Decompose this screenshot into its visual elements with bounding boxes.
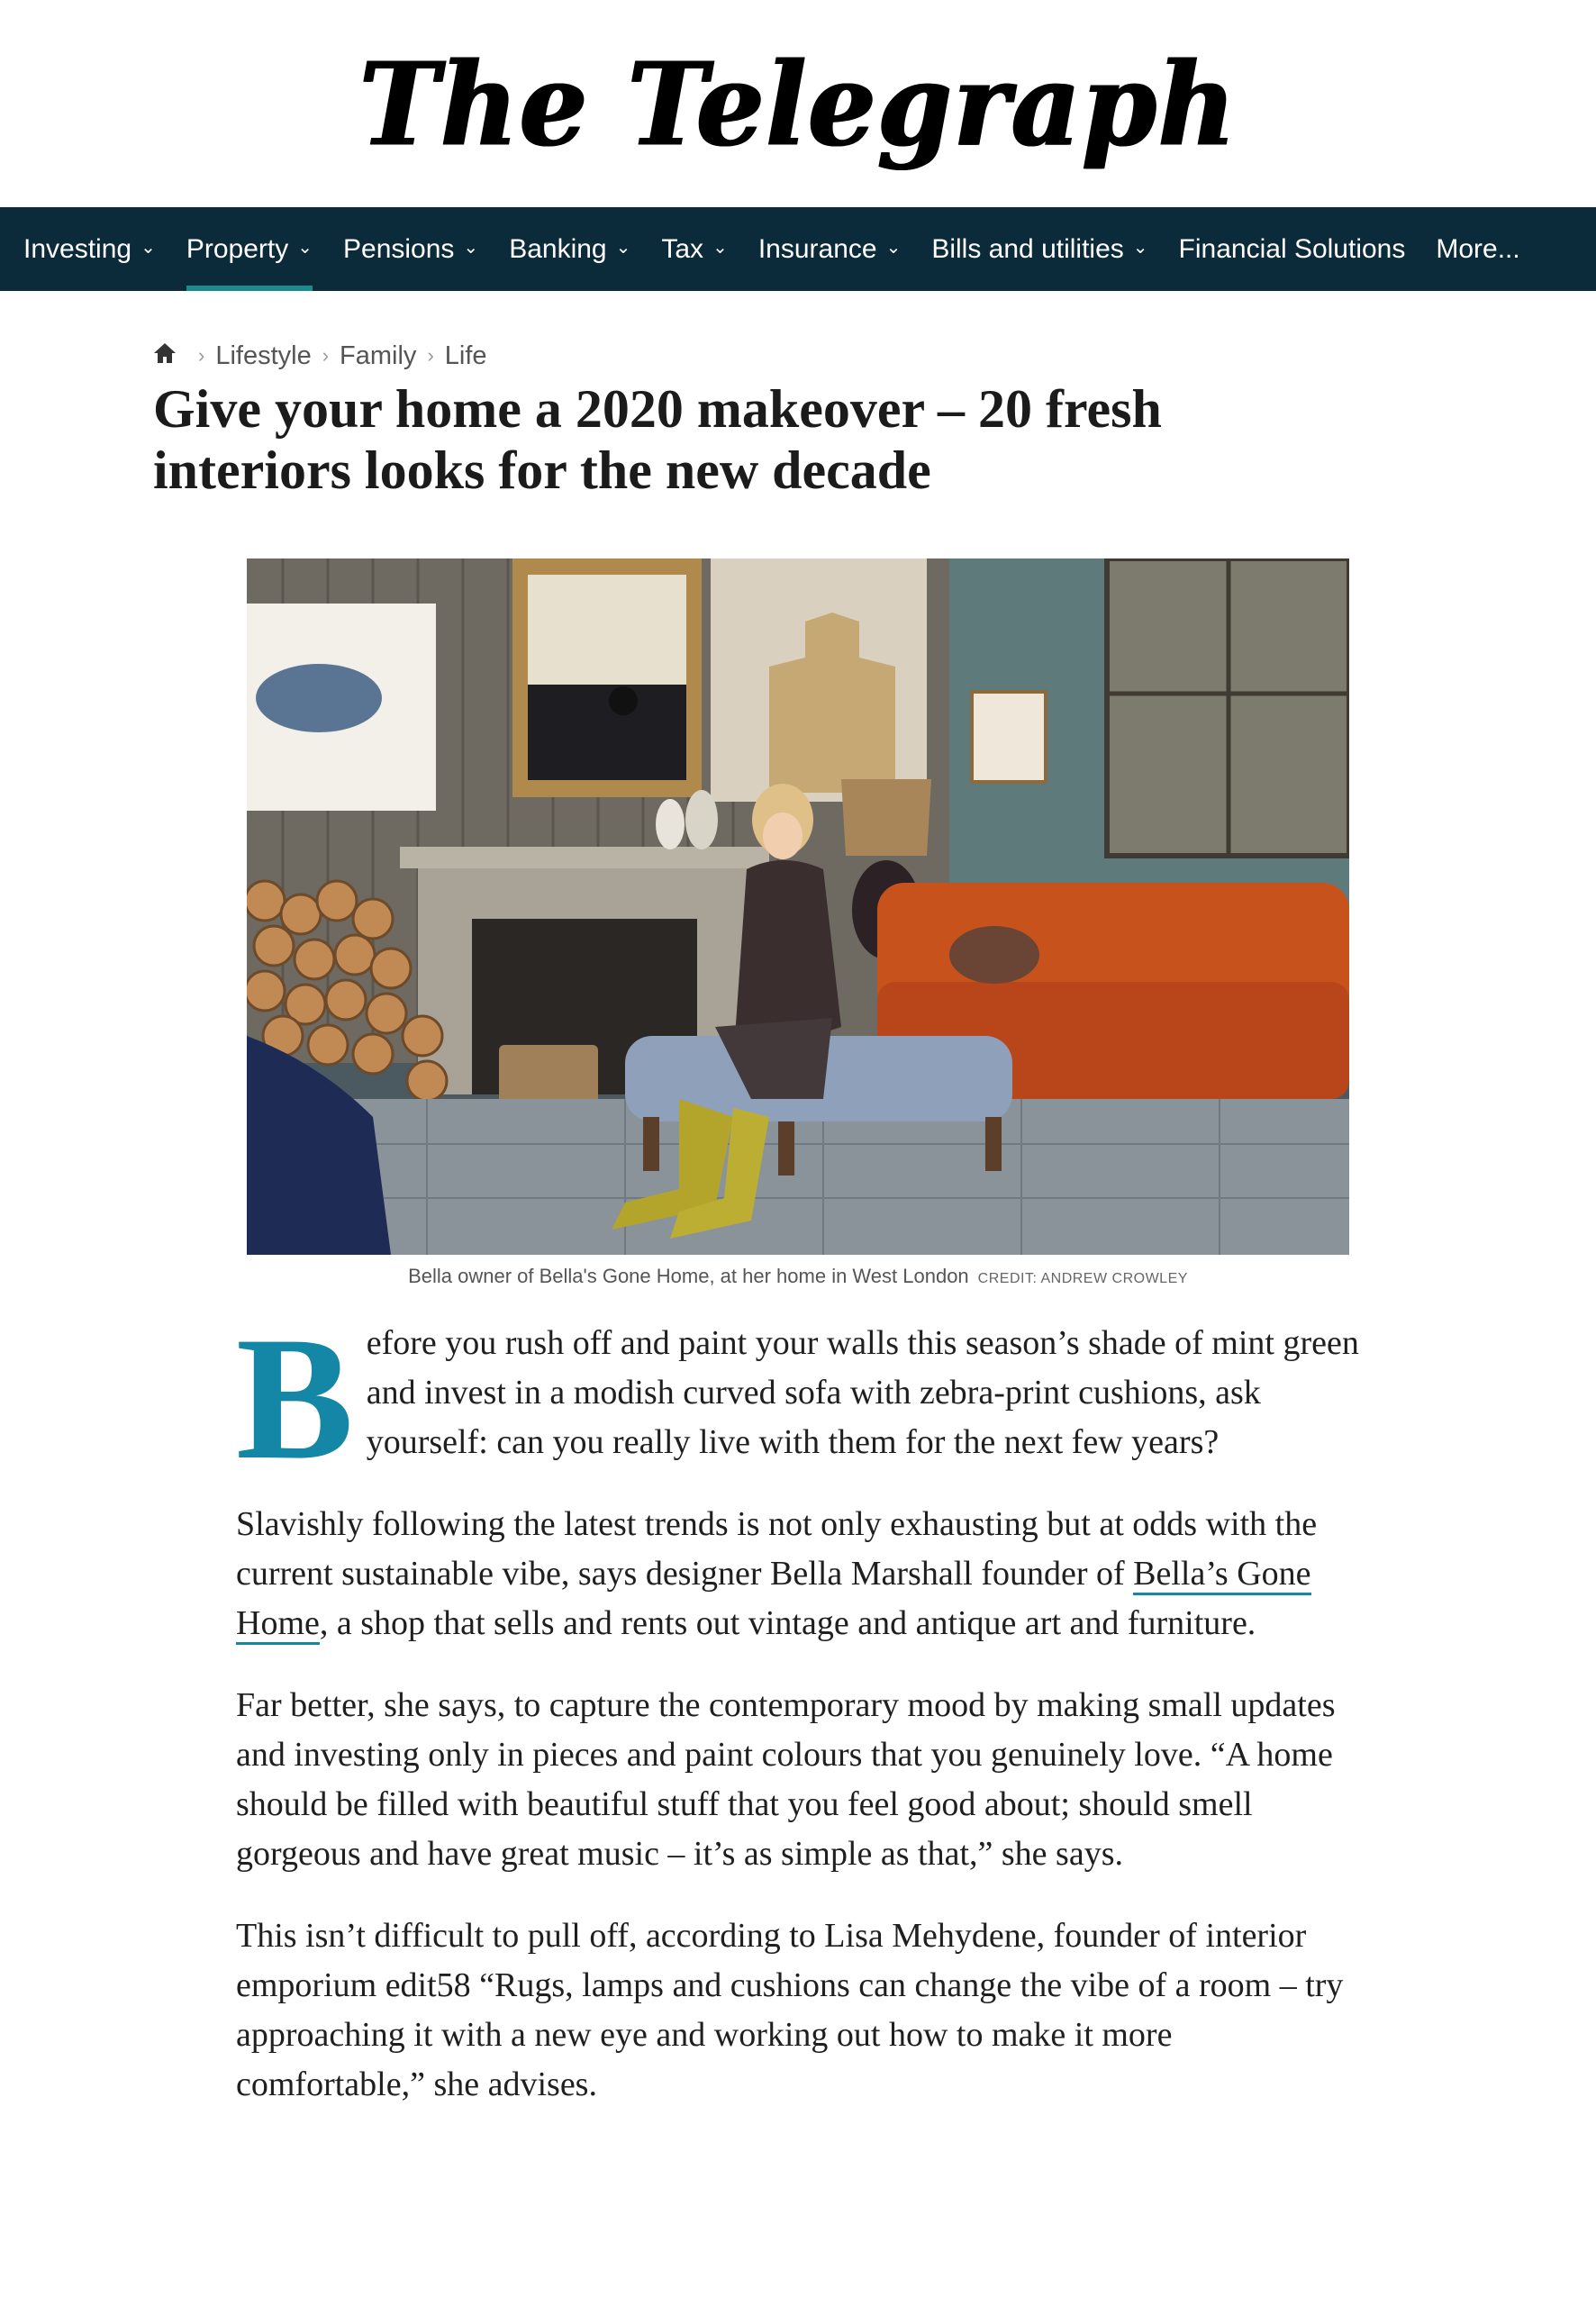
nav-item-property[interactable] (186, 207, 313, 291)
telegraph-logo[interactable]: The Telegraph (358, 35, 1238, 172)
breadcrumb-link-lifestyle[interactable]: Lifestyle (215, 340, 312, 370)
nav-item-label: Pensions (343, 233, 455, 264)
nav-item-pensions[interactable] (343, 207, 478, 291)
chevron-down-icon: ⌄ (463, 238, 479, 258)
breadcrumb-separator: › (427, 344, 434, 367)
nav-item-label: Bills and utilities (931, 233, 1124, 264)
nav-item-label: Property (186, 233, 289, 264)
nav-item-label: More... (1436, 233, 1520, 264)
home-icon[interactable] (153, 340, 177, 371)
image-credit: CREDIT: ANDREW CROWLEY (977, 1271, 1188, 1286)
image-caption (247, 1265, 1349, 1288)
chevron-down-icon: ⌄ (297, 238, 313, 258)
caption-text: Bella owner of Bella's Gone Home, at her home in West London (408, 1265, 969, 1287)
breadcrumb-separator: › (198, 344, 205, 367)
article-paragraph: Far better, she says, to capture the contemporary mood by making small updates and investing only in pieces and paint colours that you genuinely love. “A home should be filled with beautiful stuff that you feel good about; should smell gorgeous and have great music – it’s as simple as that,” she says. (236, 1686, 1336, 1873)
nav-item-tax[interactable] (661, 207, 727, 291)
nav-item-more[interactable] (1436, 207, 1519, 291)
article-paragraph (236, 1301, 1364, 1496)
living-room-photo (247, 558, 1349, 1255)
breadcrumb-link-life[interactable]: Life (444, 340, 487, 370)
nav-item-label: Banking (509, 233, 607, 264)
chevron-down-icon: ⌄ (615, 238, 631, 258)
chevron-down-icon: ⌄ (141, 238, 156, 258)
article-paragraph (236, 1500, 1364, 1648)
masthead (0, 0, 1596, 207)
nav-item-investing[interactable] (23, 207, 156, 291)
breadcrumb-separator: › (322, 344, 330, 367)
drop-cap: B (236, 1301, 354, 1496)
article-body (236, 1301, 1364, 2142)
nav-item-bills-and-utilities[interactable] (931, 207, 1147, 291)
nav-item-banking[interactable] (509, 207, 630, 291)
nav-item-insurance[interactable] (758, 207, 902, 291)
main-nav (0, 207, 1596, 291)
paragraph-text: , a shop that sells and rents out vintage and antique art and furniture. (319, 1604, 1256, 1642)
article-paragraph: This isn’t difficult to pull off, according to Lisa Mehydene, founder of interior emporium edit58 “Rugs, lamps and cushions can change the vibe of a room – try approaching it with a new eye and working out how to make it more comfortable,” she advises. (236, 1917, 1344, 2103)
nav-item-financial-solutions[interactable] (1179, 207, 1406, 291)
chevron-down-icon: ⌄ (1132, 238, 1148, 258)
paragraph-text: Slavishly following the latest trends is not only exhausting but at odds with the current sustainable vibe, says designer Bella Marshall founder of (236, 1505, 1318, 1593)
nav-item-label: Tax (661, 233, 704, 264)
nav-item-label: Financial Solutions (1178, 233, 1406, 264)
chevron-down-icon: ⌄ (712, 238, 728, 258)
breadcrumb-link-family[interactable]: Family (340, 340, 417, 370)
chevron-down-icon: ⌄ (885, 238, 902, 258)
breadcrumb (153, 340, 487, 371)
article-headline: Give your home a 2020 makeover – 20 fresh interiors looks for the new decade (153, 379, 1162, 500)
bellas-gone-home-link[interactable]: Bella’s Gone Home (236, 1555, 1311, 1645)
paragraph-text: efore you rush off and paint your walls this season’s shade of mint green and invest in a modish curved sofa with zebra-print cushions, ask yourself: can you really live with them for the next few years? (366, 1324, 1359, 1461)
nav-item-label: Investing (23, 233, 132, 264)
nav-item-label: Insurance (757, 233, 877, 264)
hero-image (247, 558, 1349, 1255)
